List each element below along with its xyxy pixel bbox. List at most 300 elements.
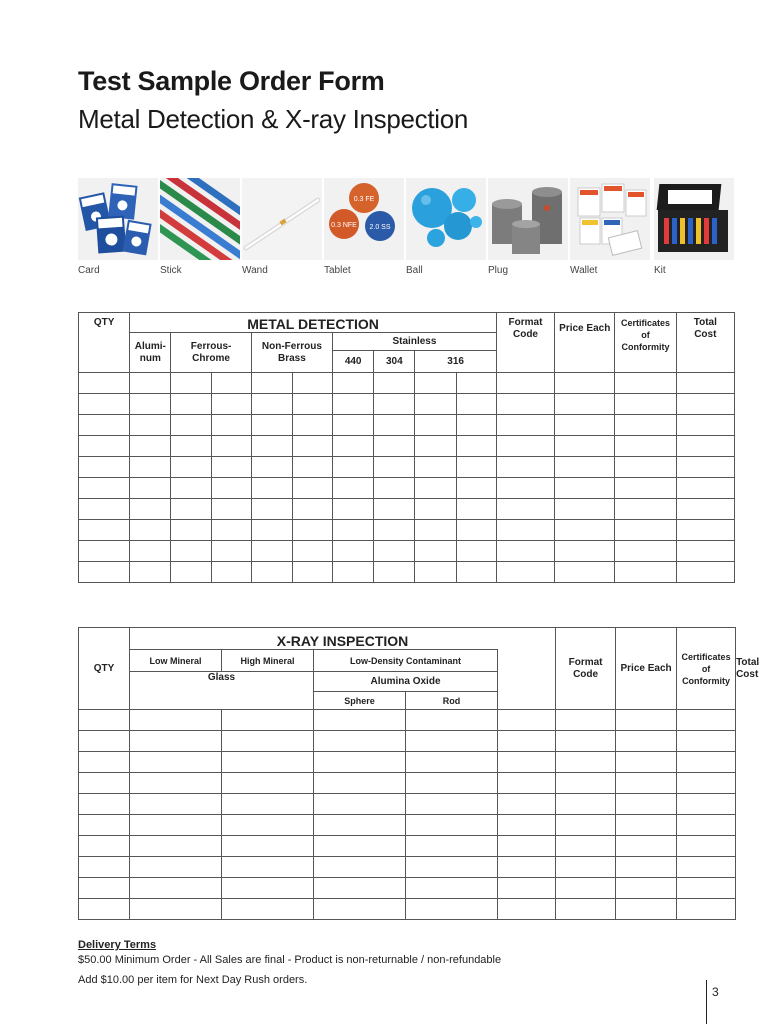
- order-entry-cell[interactable]: [677, 836, 736, 857]
- metal-stainless-header: Stainless: [333, 333, 497, 351]
- order-entry-cell[interactable]: [130, 899, 222, 920]
- order-entry-row: [79, 857, 736, 878]
- order-entry-cell[interactable]: [415, 373, 456, 394]
- order-entry-cell[interactable]: [333, 373, 374, 394]
- order-entry-cell[interactable]: [677, 731, 736, 752]
- page-title: Test Sample Order Form: [78, 66, 385, 96]
- order-entry-cell[interactable]: [374, 520, 415, 541]
- order-entry-row: [79, 541, 735, 562]
- product-label: Kit: [654, 265, 666, 276]
- order-entry-cell[interactable]: [292, 457, 332, 478]
- order-entry-cell[interactable]: [374, 373, 415, 394]
- order-entry-cell[interactable]: [616, 731, 677, 752]
- order-entry-row: [79, 478, 735, 499]
- order-entry-cell[interactable]: [251, 478, 292, 499]
- order-entry-cell[interactable]: [79, 478, 130, 499]
- order-entry-cell[interactable]: [222, 878, 314, 899]
- delivery-terms-heading: Delivery Terms: [78, 939, 157, 951]
- metal-format-code-header: Format Code: [496, 313, 554, 373]
- order-entry-row: [79, 794, 736, 815]
- order-entry-cell[interactable]: [171, 394, 211, 415]
- order-entry-cell[interactable]: [456, 394, 496, 415]
- order-entry-cell[interactable]: [616, 794, 677, 815]
- order-entry-cell[interactable]: [676, 436, 734, 457]
- order-entry-cell[interactable]: [79, 710, 130, 731]
- order-entry-cell[interactable]: [171, 499, 211, 520]
- metal-qty-header: QTY: [79, 313, 130, 373]
- kit-case-image: [654, 178, 734, 260]
- order-entry-cell[interactable]: [130, 752, 222, 773]
- order-entry-cell[interactable]: [333, 436, 374, 457]
- xray-format-code-header: Format Code: [556, 628, 616, 710]
- order-entry-cell[interactable]: [130, 731, 222, 752]
- order-entry-cell[interactable]: [615, 457, 676, 478]
- order-entry-cell[interactable]: [677, 773, 736, 794]
- order-entry-cell[interactable]: [556, 878, 616, 899]
- product-kit: [654, 178, 734, 276]
- order-entry-cell[interactable]: [676, 541, 734, 562]
- tablet-samples-image: [324, 178, 404, 260]
- order-entry-cell[interactable]: [222, 752, 314, 773]
- order-entry-cell[interactable]: [496, 562, 554, 583]
- product-label: Card: [78, 265, 100, 276]
- order-entry-cell[interactable]: [555, 541, 615, 562]
- order-entry-cell[interactable]: [292, 436, 332, 457]
- order-entry-cell[interactable]: [314, 857, 406, 878]
- order-entry-cell[interactable]: [615, 478, 676, 499]
- order-entry-cell[interactable]: [616, 836, 677, 857]
- order-entry-cell[interactable]: [251, 373, 292, 394]
- order-entry-cell[interactable]: [415, 562, 456, 583]
- order-entry-cell[interactable]: [556, 731, 616, 752]
- order-entry-cell[interactable]: [496, 520, 554, 541]
- order-entry-cell[interactable]: [222, 899, 314, 920]
- page-number: 3: [712, 985, 719, 999]
- order-entry-cell[interactable]: [171, 520, 211, 541]
- order-entry-cell[interactable]: [171, 562, 211, 583]
- order-entry-cell[interactable]: [556, 836, 616, 857]
- svg-text:0.3 NFE: 0.3 NFE: [331, 222, 357, 229]
- order-entry-cell[interactable]: [456, 520, 496, 541]
- order-entry-cell[interactable]: [79, 436, 130, 457]
- order-entry-cell[interactable]: [616, 752, 677, 773]
- product-wallet: [570, 178, 650, 276]
- order-entry-cell[interactable]: [456, 415, 496, 436]
- order-entry-cell[interactable]: [496, 373, 554, 394]
- order-entry-cell[interactable]: [676, 499, 734, 520]
- page-number-rule: [706, 980, 707, 1024]
- order-entry-cell[interactable]: [130, 773, 222, 794]
- order-entry-cell[interactable]: [314, 794, 406, 815]
- order-entry-cell[interactable]: [496, 499, 554, 520]
- order-entry-cell[interactable]: [79, 394, 130, 415]
- xray-high-mineral-header: High Mineral: [222, 650, 314, 672]
- order-entry-cell[interactable]: [79, 815, 130, 836]
- order-entry-cell[interactable]: [130, 794, 222, 815]
- xray-low-mineral-header: Low Mineral: [130, 650, 222, 672]
- order-entry-cell[interactable]: [555, 394, 615, 415]
- order-entry-cell[interactable]: [333, 562, 374, 583]
- order-entry-cell[interactable]: [222, 857, 314, 878]
- order-entry-cell[interactable]: [79, 541, 130, 562]
- order-entry-cell[interactable]: [556, 752, 616, 773]
- order-entry-cell[interactable]: [79, 752, 130, 773]
- order-entry-cell[interactable]: [130, 836, 222, 857]
- product-label: Plug: [488, 265, 509, 276]
- order-entry-cell[interactable]: [314, 752, 406, 773]
- order-entry-cell[interactable]: [79, 878, 130, 899]
- order-entry-cell[interactable]: [456, 457, 496, 478]
- order-entry-cell[interactable]: [292, 562, 332, 583]
- order-entry-cell[interactable]: [222, 815, 314, 836]
- order-entry-cell[interactable]: [251, 436, 292, 457]
- order-entry-row: [79, 436, 735, 457]
- product-ball: [406, 178, 486, 276]
- order-entry-cell[interactable]: [251, 541, 292, 562]
- xray-price-each-header: Price Each: [616, 628, 677, 710]
- product-card: [78, 178, 158, 276]
- order-entry-cell[interactable]: [496, 457, 554, 478]
- order-entry-cell[interactable]: [498, 878, 556, 899]
- order-entry-cell[interactable]: [677, 815, 736, 836]
- order-entry-cell[interactable]: [251, 394, 292, 415]
- order-entry-cell[interactable]: [130, 373, 171, 394]
- order-entry-cell[interactable]: [415, 541, 456, 562]
- order-entry-cell[interactable]: [615, 541, 676, 562]
- order-entry-cell[interactable]: [677, 710, 736, 731]
- order-entry-cell[interactable]: [251, 499, 292, 520]
- order-entry-cell[interactable]: [406, 836, 498, 857]
- order-entry-cell[interactable]: [406, 752, 498, 773]
- order-entry-cell[interactable]: [456, 499, 496, 520]
- order-entry-cell[interactable]: [292, 499, 332, 520]
- order-entry-cell[interactable]: [171, 541, 211, 562]
- order-entry-cell[interactable]: [314, 710, 406, 731]
- order-entry-cell[interactable]: [676, 520, 734, 541]
- order-entry-cell[interactable]: [130, 710, 222, 731]
- xray-rod-header: Rod: [406, 692, 498, 710]
- order-entry-row: [79, 457, 735, 478]
- order-entry-row: [79, 752, 736, 773]
- xray-inspection-rows: [79, 710, 736, 920]
- order-entry-cell[interactable]: [498, 752, 556, 773]
- xray-low-density-header: Low-Density Contaminant: [314, 650, 498, 672]
- metal-non-ferrous-brass-header: Non-Ferrous Brass: [251, 333, 332, 373]
- order-entry-cell[interactable]: [615, 394, 676, 415]
- order-entry-cell[interactable]: [676, 394, 734, 415]
- order-entry-cell[interactable]: [615, 415, 676, 436]
- xray-qty-header: QTY: [79, 628, 130, 710]
- order-entry-cell[interactable]: [292, 541, 332, 562]
- order-entry-cell[interactable]: [211, 562, 251, 583]
- order-entry-cell[interactable]: [222, 710, 314, 731]
- order-entry-cell[interactable]: [251, 415, 292, 436]
- product-label: Stick: [160, 265, 182, 276]
- order-entry-cell[interactable]: [676, 478, 734, 499]
- order-entry-cell[interactable]: [556, 773, 616, 794]
- order-entry-cell[interactable]: [79, 562, 130, 583]
- metal-ferrous-chrome-header: Ferrous- Chrome: [171, 333, 251, 373]
- svg-text:0.3 FE: 0.3 FE: [353, 196, 375, 203]
- order-entry-cell[interactable]: [615, 373, 676, 394]
- order-entry-cell[interactable]: [211, 499, 251, 520]
- product-label: Wallet: [570, 265, 598, 276]
- order-entry-cell[interactable]: [498, 857, 556, 878]
- order-entry-cell[interactable]: [456, 562, 496, 583]
- order-entry-cell[interactable]: [251, 562, 292, 583]
- order-entry-cell[interactable]: [415, 478, 456, 499]
- order-entry-cell[interactable]: [555, 478, 615, 499]
- order-entry-cell[interactable]: [292, 394, 332, 415]
- order-entry-cell[interactable]: [79, 457, 130, 478]
- order-entry-cell[interactable]: [456, 436, 496, 457]
- order-entry-cell[interactable]: [415, 394, 456, 415]
- order-entry-cell[interactable]: [211, 541, 251, 562]
- order-entry-cell[interactable]: [130, 457, 171, 478]
- order-entry-cell[interactable]: [615, 562, 676, 583]
- order-entry-cell[interactable]: [615, 436, 676, 457]
- order-entry-cell[interactable]: [333, 478, 374, 499]
- order-entry-cell[interactable]: [498, 731, 556, 752]
- order-entry-cell[interactable]: [79, 794, 130, 815]
- order-entry-cell[interactable]: [130, 436, 171, 457]
- product-wand: [242, 178, 322, 276]
- xray-alumina-oxide-header: Alumina Oxide: [314, 672, 498, 692]
- order-entry-cell[interactable]: [556, 899, 616, 920]
- order-entry-cell[interactable]: [130, 541, 171, 562]
- order-entry-cell[interactable]: [374, 478, 415, 499]
- order-entry-cell[interactable]: [498, 794, 556, 815]
- xray-glass-header: Glass: [130, 672, 314, 710]
- metal-stainless-304-header: 304: [374, 351, 415, 373]
- delivery-terms-line-1: $50.00 Minimum Order - All Sales are final - Product is non-returnable / non-refundable: [78, 954, 502, 966]
- metal-total-cost-header: Total Cost: [676, 313, 734, 373]
- delivery-terms: [78, 939, 698, 986]
- order-entry-cell[interactable]: [79, 520, 130, 541]
- order-entry-cell[interactable]: [211, 394, 251, 415]
- order-entry-cell[interactable]: [456, 478, 496, 499]
- order-entry-cell[interactable]: [496, 541, 554, 562]
- order-entry-cell[interactable]: [555, 436, 615, 457]
- order-entry-row: [79, 899, 736, 920]
- order-entry-cell[interactable]: [374, 436, 415, 457]
- order-entry-cell[interactable]: [406, 857, 498, 878]
- xray-inspection-table: QTY X-RAY INSPECTION Format Code Price Each Certificates of Conformity Total Cost Low Mineral High Mineral Low-Density Contaminant Glass Alumina Oxide Sphere Rod: [78, 627, 736, 920]
- order-entry-cell[interactable]: [333, 541, 374, 562]
- order-entry-cell[interactable]: [211, 373, 251, 394]
- order-entry-cell[interactable]: [222, 794, 314, 815]
- order-entry-cell[interactable]: [130, 415, 171, 436]
- order-entry-cell[interactable]: [171, 436, 211, 457]
- order-entry-row: [79, 499, 735, 520]
- plug-samples-image: [488, 178, 568, 260]
- product-gallery: [78, 178, 735, 278]
- order-entry-cell[interactable]: [616, 710, 677, 731]
- order-entry-cell[interactable]: [406, 878, 498, 899]
- order-entry-cell[interactable]: [79, 499, 130, 520]
- order-entry-cell[interactable]: [251, 520, 292, 541]
- ball-samples-image: [406, 178, 486, 260]
- order-entry-row: [79, 520, 735, 541]
- order-entry-cell[interactable]: [555, 373, 615, 394]
- order-entry-cell[interactable]: [211, 457, 251, 478]
- order-entry-cell[interactable]: [406, 899, 498, 920]
- order-entry-cell[interactable]: [171, 415, 211, 436]
- metal-stainless-440-header: 440: [333, 351, 374, 373]
- order-entry-cell[interactable]: [222, 731, 314, 752]
- order-entry-cell[interactable]: [415, 457, 456, 478]
- product-stick: [160, 178, 240, 276]
- product-label: Tablet: [324, 265, 351, 276]
- order-entry-cell[interactable]: [555, 457, 615, 478]
- order-entry-cell[interactable]: [130, 815, 222, 836]
- order-entry-cell[interactable]: [616, 857, 677, 878]
- order-entry-cell[interactable]: [555, 415, 615, 436]
- order-entry-cell[interactable]: [498, 899, 556, 920]
- order-entry-cell[interactable]: [314, 731, 406, 752]
- order-entry-cell[interactable]: [171, 373, 211, 394]
- order-entry-cell[interactable]: [333, 499, 374, 520]
- order-entry-cell[interactable]: [222, 836, 314, 857]
- order-entry-cell[interactable]: [211, 520, 251, 541]
- order-entry-cell[interactable]: [130, 520, 171, 541]
- order-entry-cell[interactable]: [79, 773, 130, 794]
- order-entry-cell[interactable]: [211, 436, 251, 457]
- order-entry-cell[interactable]: [79, 373, 130, 394]
- order-entry-row: [79, 562, 735, 583]
- order-entry-cell[interactable]: [677, 794, 736, 815]
- order-entry-cell[interactable]: [556, 815, 616, 836]
- order-entry-cell[interactable]: [676, 415, 734, 436]
- order-entry-cell[interactable]: [314, 773, 406, 794]
- order-entry-cell[interactable]: [314, 836, 406, 857]
- order-entry-cell[interactable]: [79, 899, 130, 920]
- order-entry-cell[interactable]: [79, 857, 130, 878]
- order-entry-cell[interactable]: [616, 773, 677, 794]
- order-entry-cell[interactable]: [211, 415, 251, 436]
- order-entry-row: [79, 731, 736, 752]
- order-entry-row: [79, 415, 735, 436]
- order-entry-cell[interactable]: [415, 499, 456, 520]
- order-entry-cell[interactable]: [130, 394, 171, 415]
- page-subtitle: Metal Detection & X-ray Inspection: [78, 104, 469, 134]
- order-entry-cell[interactable]: [314, 899, 406, 920]
- order-entry-cell[interactable]: [415, 520, 456, 541]
- order-entry-cell[interactable]: [555, 499, 615, 520]
- order-entry-cell[interactable]: [79, 836, 130, 857]
- order-entry-cell[interactable]: [374, 499, 415, 520]
- order-entry-row: [79, 394, 735, 415]
- order-entry-cell[interactable]: [374, 394, 415, 415]
- order-entry-cell[interactable]: [292, 478, 332, 499]
- order-entry-cell[interactable]: [616, 815, 677, 836]
- order-entry-cell[interactable]: [615, 520, 676, 541]
- order-entry-cell[interactable]: [556, 857, 616, 878]
- order-entry-cell[interactable]: [130, 562, 171, 583]
- order-entry-cell[interactable]: [374, 457, 415, 478]
- order-entry-cell[interactable]: [130, 857, 222, 878]
- order-entry-cell[interactable]: [374, 415, 415, 436]
- order-entry-cell[interactable]: [292, 373, 332, 394]
- order-entry-cell[interactable]: [616, 878, 677, 899]
- order-entry-cell[interactable]: [615, 499, 676, 520]
- order-entry-row: [79, 373, 735, 394]
- order-entry-cell[interactable]: [498, 773, 556, 794]
- order-entry-cell[interactable]: [496, 436, 554, 457]
- order-entry-cell[interactable]: [676, 457, 734, 478]
- order-entry-cell[interactable]: [251, 457, 292, 478]
- order-entry-cell[interactable]: [498, 710, 556, 731]
- order-entry-cell[interactable]: [222, 773, 314, 794]
- order-entry-row: [79, 878, 736, 899]
- order-entry-cell[interactable]: [314, 815, 406, 836]
- order-entry-cell[interactable]: [406, 731, 498, 752]
- order-entry-cell[interactable]: [333, 415, 374, 436]
- order-entry-cell[interactable]: [406, 710, 498, 731]
- order-entry-cell[interactable]: [676, 562, 734, 583]
- order-entry-cell[interactable]: [79, 415, 130, 436]
- order-entry-cell[interactable]: [171, 457, 211, 478]
- order-entry-cell[interactable]: [130, 478, 171, 499]
- wallet-samples-image: [570, 178, 650, 260]
- metal-price-each-header: Price Each: [555, 313, 615, 373]
- order-entry-row: [79, 815, 736, 836]
- order-entry-cell[interactable]: [374, 562, 415, 583]
- order-entry-cell[interactable]: [314, 878, 406, 899]
- order-entry-cell[interactable]: [498, 815, 556, 836]
- order-entry-cell[interactable]: [677, 899, 736, 920]
- order-entry-cell[interactable]: [406, 794, 498, 815]
- metal-detection-table: [78, 312, 735, 583]
- order-entry-cell[interactable]: [456, 373, 496, 394]
- order-entry-cell[interactable]: [496, 478, 554, 499]
- order-entry-cell[interactable]: [130, 499, 171, 520]
- order-entry-cell[interactable]: [677, 752, 736, 773]
- delivery-terms-line-2: Add $10.00 per item for Next Day Rush orders.: [78, 974, 308, 986]
- product-label: Ball: [406, 265, 423, 276]
- order-entry-cell[interactable]: [130, 878, 222, 899]
- order-entry-cell[interactable]: [292, 520, 332, 541]
- order-entry-cell[interactable]: [406, 815, 498, 836]
- order-entry-row: [79, 773, 736, 794]
- order-entry-cell[interactable]: [677, 857, 736, 878]
- order-entry-cell[interactable]: [374, 541, 415, 562]
- order-entry-cell[interactable]: [555, 562, 615, 583]
- order-entry-cell[interactable]: [211, 478, 251, 499]
- order-entry-cell[interactable]: [676, 373, 734, 394]
- order-entry-cell[interactable]: [498, 836, 556, 857]
- order-entry-cell[interactable]: [616, 899, 677, 920]
- order-entry-cell[interactable]: [333, 394, 374, 415]
- order-entry-cell[interactable]: [556, 794, 616, 815]
- order-entry-cell[interactable]: [333, 457, 374, 478]
- order-entry-cell[interactable]: [415, 415, 456, 436]
- order-entry-cell[interactable]: [555, 520, 615, 541]
- order-entry-row: [79, 710, 736, 731]
- order-entry-cell[interactable]: [456, 541, 496, 562]
- order-entry-cell[interactable]: [415, 436, 456, 457]
- xray-certificates-header: Certificates of Conformity: [677, 628, 736, 710]
- order-entry-cell[interactable]: [171, 478, 211, 499]
- order-entry-cell[interactable]: [292, 415, 332, 436]
- order-entry-cell[interactable]: [79, 731, 130, 752]
- order-entry-cell[interactable]: [333, 520, 374, 541]
- order-entry-cell[interactable]: [677, 878, 736, 899]
- order-entry-cell[interactable]: [496, 394, 554, 415]
- order-entry-cell[interactable]: [406, 773, 498, 794]
- order-entry-cell[interactable]: [496, 415, 554, 436]
- order-entry-cell[interactable]: [556, 710, 616, 731]
